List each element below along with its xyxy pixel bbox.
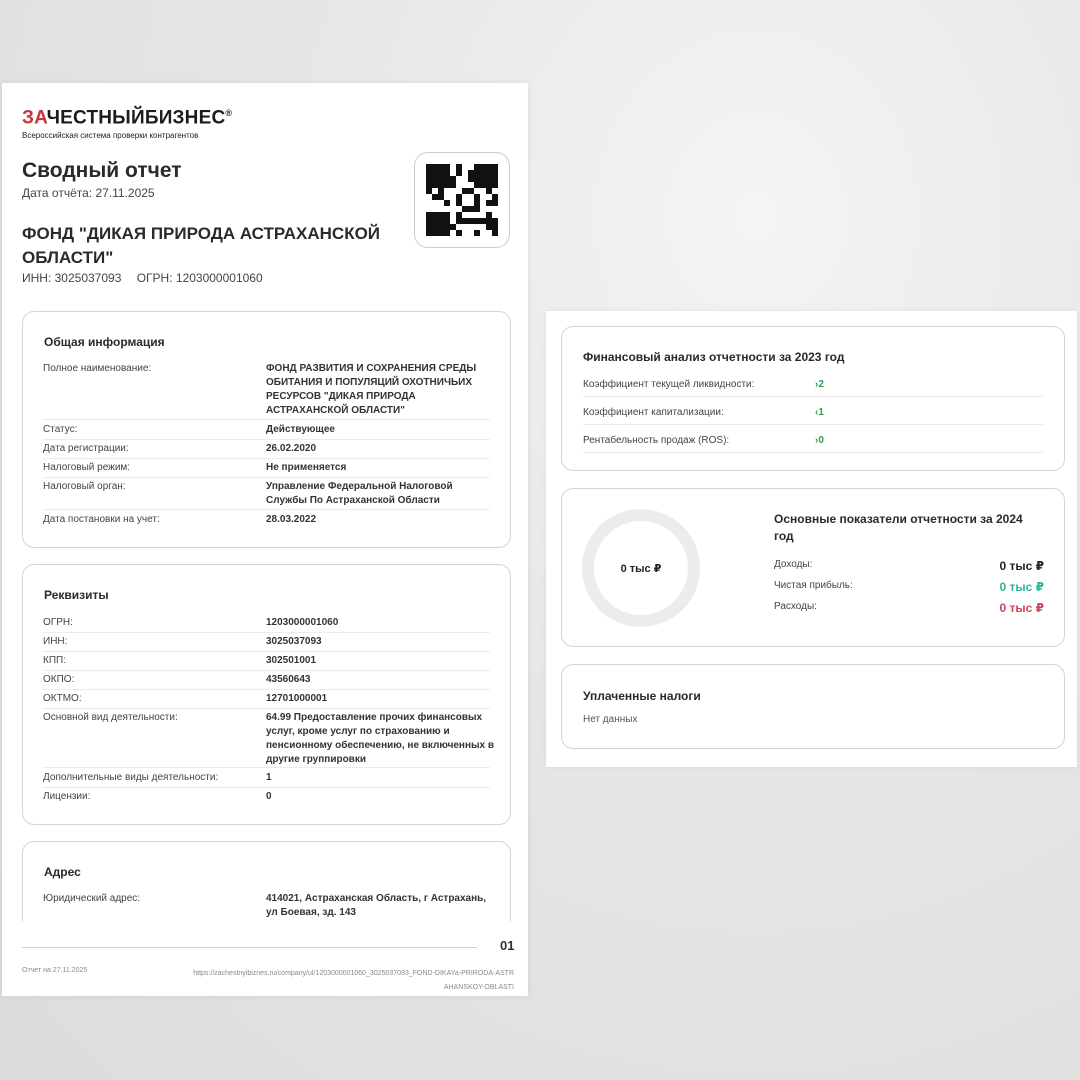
finance-value: ›2	[815, 379, 824, 390]
info-value: Действующее	[266, 424, 335, 435]
finance-key: Рентабельность продаж (ROS):	[583, 435, 730, 446]
indicator-row	[774, 580, 1044, 594]
finance-key: Коэффициент текущей ликвидности:	[583, 379, 755, 390]
taxes-card	[561, 664, 1065, 749]
indicator-key: Доходы:	[774, 559, 813, 570]
info-value: Управление Федеральной Налоговой Службы По Астраханской Области	[266, 481, 453, 506]
report-page-left	[2, 83, 528, 996]
finance-key: Коэффициент капитализации:	[583, 407, 724, 418]
revenue-ring-chart	[582, 509, 700, 627]
req-row	[43, 790, 490, 807]
req-key: ИНН:	[43, 636, 68, 647]
org-ids	[22, 271, 275, 285]
qr-code-icon	[426, 164, 498, 236]
req-value: 3025037093	[266, 636, 322, 647]
indicators-title: Основные показатели отчетности за 2024 год	[774, 512, 1023, 543]
requisites-card	[22, 564, 511, 825]
info-row	[43, 442, 490, 459]
indicator-key: Расходы:	[774, 601, 817, 612]
info-row	[43, 423, 490, 440]
finance-value: ›0	[815, 435, 824, 446]
req-key: Основной вид деятельности:	[43, 712, 178, 723]
req-row	[43, 711, 495, 768]
finance-row	[583, 377, 1043, 397]
report-title: Сводный отчет	[22, 159, 182, 182]
info-value: 28.03.2022	[266, 514, 317, 525]
info-key: Полное наименование:	[43, 363, 152, 374]
indicator-value: 0 тыс ₽	[999, 559, 1044, 573]
req-key: Лицензии:	[43, 791, 91, 802]
finance-row	[583, 433, 1043, 453]
page-number: 01	[500, 938, 515, 953]
finance-value: ‹1	[815, 407, 824, 418]
info-value: ФОНД РАЗВИТИЯ И СОХРАНЕНИЯ СРЕДЫ ОБИТАНИЯ И ПОПУЛЯЦИЙ ОХОТНИЧЬИХ РЕСУРСОВ "ДИКАЯ ПРИРОДА АСТРАХАНСКОЙ ОБЛАСТИ"	[266, 363, 477, 416]
req-row	[43, 771, 490, 788]
info-row	[43, 362, 490, 420]
indicators-card	[561, 488, 1065, 647]
info-row	[43, 513, 490, 530]
req-row	[43, 616, 490, 633]
info-row	[43, 480, 490, 510]
req-value: 302501001	[266, 655, 317, 666]
info-key: Статус:	[43, 424, 78, 435]
report-page-right	[546, 311, 1077, 767]
taxes-value: Нет данных	[583, 714, 638, 725]
req-key: Дополнительные виды деятельности:	[43, 772, 219, 783]
general-info-title: Общая информация	[44, 335, 165, 349]
ring-value: 0 тыс ₽	[620, 562, 662, 575]
req-key: КПП:	[43, 655, 66, 666]
info-row	[43, 461, 490, 478]
req-value: 1	[266, 772, 272, 783]
logo-registered: ®	[225, 108, 233, 118]
info-value: Не применяется	[266, 462, 347, 473]
footer-url[interactable]: https://zachestnyibiznes.ru/company/ul/1203000001060_3025037093_FOND-DIKAYa-PRIRODA-ASTRAHANSKOY-OBLASTI	[193, 970, 514, 991]
org-inn: ИНН: 3025037093	[22, 271, 122, 285]
logo-wordmark	[22, 103, 232, 128]
info-key: Налоговый орган:	[43, 481, 126, 492]
req-row	[43, 692, 490, 709]
address-row	[43, 892, 490, 922]
logo	[22, 103, 232, 140]
finance-title: Финансовый анализ отчетности за 2023 год	[583, 350, 845, 364]
footer-divider	[22, 947, 477, 948]
req-row	[43, 635, 490, 652]
req-value: 12701000001	[266, 693, 328, 704]
qr-code-box	[414, 152, 510, 248]
req-key: ОГРН:	[43, 617, 73, 628]
req-row	[43, 673, 490, 690]
indicator-value: 0 тыс ₽	[999, 601, 1044, 615]
info-key: Дата постановки на учет:	[43, 514, 160, 525]
report-date: Дата отчёта: 27.11.2025	[22, 186, 155, 200]
req-key: ОКТМО:	[43, 693, 82, 704]
address-value: 414021, Астраханская Область, г Астрахань, ул Боевая, зд. 143	[266, 893, 487, 918]
address-key: Юридический адрес:	[43, 893, 141, 904]
finance-row	[583, 405, 1043, 425]
logo-subtitle: Всероссийская система проверки контрагентов	[22, 131, 199, 141]
req-value: 64.99 Предоставление прочих финансовых услуг, кроме услуг по страхованию и пенсионному обеспечению, не включенных в другие группировки	[266, 712, 495, 765]
req-key: ОКПО:	[43, 674, 75, 685]
info-value: 26.02.2020	[266, 443, 317, 454]
general-info-card	[22, 311, 511, 548]
requisites-title: Реквизиты	[44, 588, 109, 602]
indicator-row	[774, 601, 1044, 615]
footer-report-date: Отчет на 27.11.2025	[22, 967, 88, 974]
req-value: 43560643	[266, 674, 311, 685]
org-ogrn: ОГРН: 1203000001060	[136, 271, 263, 285]
address-title: Адрес	[44, 865, 81, 879]
logo-red-part: ЗА	[22, 107, 47, 129]
req-value: 1203000001060	[266, 617, 339, 628]
org-name: ФОНД "ДИКАЯ ПРИРОДА АСТРАХАНСКОЙ ОБЛАСТИ"	[22, 224, 381, 267]
logo-dark-part: ЧЕСТНЫЙБИЗНЕС	[46, 107, 226, 129]
info-key: Налоговый режим:	[43, 462, 131, 473]
info-key: Дата регистрации:	[43, 443, 129, 454]
indicator-row	[774, 559, 1044, 573]
indicator-key: Чистая прибыль:	[774, 580, 853, 591]
req-value: 0	[266, 791, 272, 802]
taxes-title: Уплаченные налоги	[583, 689, 701, 703]
req-row	[43, 654, 490, 671]
indicator-value: 0 тыс ₽	[999, 580, 1044, 594]
finance-analysis-card	[561, 326, 1065, 471]
